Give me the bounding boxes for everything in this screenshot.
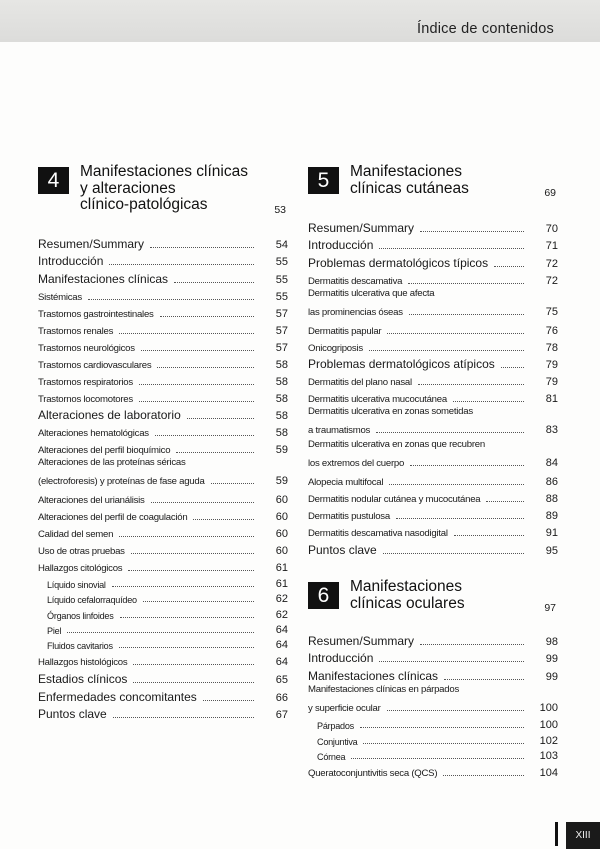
toc-entry[interactable] [38, 506, 288, 523]
dot-leader [112, 586, 254, 587]
toc-entry[interactable] [38, 268, 288, 286]
toc-entry-page: 104 [539, 766, 558, 779]
toc-entry-title-line: Dermatitis ulcerativa en zonas que recubren [308, 439, 485, 451]
toc-entry-multiline [308, 438, 558, 469]
toc-entry[interactable] [308, 354, 558, 372]
toc-entry-title-line: Dermatitis ulcerativa que afecta [308, 287, 435, 299]
toc-entry-title: y superficie ocular [308, 702, 381, 714]
toc-entry-title: Uso de otras pruebas [38, 546, 125, 558]
toc-entry[interactable] [308, 762, 558, 779]
chapter-heading [308, 580, 558, 630]
toc-entry-title: Manifestaciones clínicas [308, 668, 439, 683]
dot-leader [420, 644, 524, 645]
toc-entry-title: Trastornos locomotores [38, 393, 133, 405]
dot-leader [389, 484, 524, 485]
toc-entry-list [38, 233, 288, 721]
dot-leader [408, 283, 524, 284]
toc-entry-list [308, 217, 558, 557]
toc-entry-title: a traumatismos [308, 425, 371, 437]
toc-entry[interactable] [308, 731, 558, 746]
dot-leader [410, 465, 524, 466]
toc-entry[interactable] [308, 419, 558, 436]
toc-entry-title: Hallazgos histológicos [38, 657, 128, 669]
toc-entry[interactable] [38, 405, 288, 423]
dot-leader [133, 682, 254, 683]
toc-entry-page: 62 [275, 608, 288, 621]
dot-leader [360, 727, 524, 728]
toc-entry-page: 57 [275, 324, 288, 337]
chapter-title [350, 164, 469, 197]
toc-entry-title: Conjuntiva [317, 736, 358, 747]
toc-entry-page: 99 [545, 670, 558, 683]
chapter-page-number: 69 [544, 187, 556, 199]
toc-entry-page: 99 [545, 653, 558, 666]
toc-entry-title: Onicogriposis [308, 342, 363, 354]
dot-leader [387, 710, 524, 711]
toc-entry[interactable] [308, 388, 558, 405]
toc-entry-page: 59 [275, 444, 288, 457]
toc-entry-title: Trastornos neurológicos [38, 342, 135, 354]
toc-entry-page: 58 [275, 375, 288, 388]
dot-leader [88, 299, 254, 300]
toc-entry-title: Problemas dermatológicos atípicos [308, 357, 495, 372]
toc-entry[interactable] [308, 452, 558, 469]
toc-entry-page: 61 [275, 562, 288, 575]
running-header [0, 0, 600, 42]
toc-entry[interactable] [308, 301, 558, 318]
toc-entry-title: los extremos del cuerpo [308, 458, 405, 470]
toc-entry[interactable] [38, 337, 288, 354]
toc-entry[interactable] [38, 605, 288, 620]
dot-leader [379, 661, 524, 662]
dot-leader [143, 601, 254, 602]
toc-entry-title: Sistémicas [38, 291, 82, 303]
toc-entry-page: 55 [275, 256, 288, 269]
dot-leader [174, 282, 254, 283]
toc-entry[interactable] [308, 630, 558, 648]
toc-entry-title: Problemas dermatológicos típicos [308, 255, 489, 270]
toc-entry-multiline [308, 683, 558, 714]
chapter-number-badge: 5 [308, 167, 339, 194]
toc-entry[interactable] [308, 252, 558, 270]
toc-entry-title: Alteraciones de laboratorio [38, 408, 181, 423]
chapter-title-line: clínicas cutáneas [350, 179, 469, 197]
toc-entry-page: 81 [545, 393, 558, 406]
toc-entry[interactable] [38, 574, 288, 589]
toc-entry-page: 72 [545, 257, 558, 270]
toc-entry-title: Piel [47, 625, 62, 636]
toc-entry-page: 60 [275, 545, 288, 558]
chapter-6-section [308, 580, 558, 779]
toc-entry-title: Introducción [308, 651, 374, 666]
toc-entry-title-line: Alteraciones de las proteínas séricas [38, 457, 186, 469]
dot-leader [379, 248, 524, 249]
dot-leader [376, 432, 524, 433]
chapter-title-line: clínicas oculares [350, 594, 465, 612]
toc-entry-page: 65 [275, 673, 288, 686]
chapter-title-line: Manifestaciones clínicas [80, 163, 248, 180]
dot-leader [420, 231, 524, 232]
dot-leader [454, 535, 524, 536]
toc-entry-multiline [308, 405, 558, 436]
dot-leader [211, 483, 254, 484]
toc-entry-title: las prominencias óseas [308, 306, 403, 318]
toc-entry-title: Trastornos gastrointestinales [38, 308, 154, 320]
chapter-heading [38, 165, 288, 233]
chapter-4-section [38, 165, 288, 721]
toc-entry-title: Alteraciones hematológicas [38, 428, 149, 440]
toc-entry[interactable] [38, 540, 288, 557]
toc-entry-title: Manifestaciones clínicas [38, 271, 169, 286]
toc-entry-page: 84 [545, 457, 558, 470]
toc-entry[interactable] [308, 217, 558, 235]
toc-entry[interactable] [38, 371, 288, 388]
toc-entry-title: Puntos clave [38, 707, 107, 722]
dot-leader [150, 247, 254, 248]
dot-leader [396, 518, 524, 519]
toc-entry-page: 54 [275, 238, 288, 251]
toc-entry[interactable] [38, 354, 288, 371]
toc-entry-title: Dermatitis nodular cutánea y mucocutánea [308, 494, 481, 506]
toc-entry-title: Puntos clave [308, 542, 377, 557]
toc-entry-title-line: Manifestaciones clínicas en párpados [308, 683, 459, 695]
toc-entry-page: 66 [275, 691, 288, 704]
toc-entry-title: Órganos linfoides [47, 610, 114, 621]
toc-entry-title: Líquido cefalorraquídeo [47, 595, 137, 606]
toc-entry[interactable] [308, 471, 558, 488]
dot-leader [486, 501, 524, 502]
toc-entry-page: 76 [545, 324, 558, 337]
toc-entry-title: Introducción [38, 254, 104, 269]
toc-entry[interactable] [38, 251, 288, 269]
toc-entry[interactable] [38, 388, 288, 405]
toc-entry-page: 58 [275, 358, 288, 371]
toc-entry[interactable] [38, 233, 288, 251]
toc-entry[interactable] [38, 651, 288, 668]
toc-entry-page: 64 [275, 623, 288, 636]
toc-entry-page: 55 [275, 273, 288, 286]
toc-entry[interactable] [308, 697, 558, 714]
toc-entry-title: Líquido sinovial [47, 579, 106, 590]
folio-bar [555, 822, 558, 846]
toc-entry-title: Córnea [317, 751, 346, 762]
toc-entry-page: 61 [275, 577, 288, 590]
toc-entry-page: 57 [275, 307, 288, 320]
toc-entry[interactable] [308, 505, 558, 522]
toc-entry[interactable] [308, 665, 558, 683]
toc-entry-title-line: Dermatitis ulcerativa en zonas sometidas [308, 406, 473, 418]
toc-entry[interactable] [38, 439, 288, 456]
toc-entry-title: Trastornos respiratorios [38, 376, 133, 388]
toc-entry-page: 98 [545, 635, 558, 648]
toc-entry-page: 57 [275, 341, 288, 354]
toc-entry[interactable] [38, 286, 288, 303]
toc-entry-title: Calidad del semen [38, 529, 114, 541]
page-folio: XIII [566, 822, 600, 849]
dot-leader [193, 519, 254, 520]
toc-entry-page: 59 [275, 475, 288, 488]
toc-entry-title: Hallazgos citológicos [38, 563, 123, 575]
dot-leader [139, 401, 254, 402]
toc-entry-title: (electroforesis) y proteínas de fase aguda [38, 476, 205, 488]
toc-entry-page: 88 [545, 493, 558, 506]
toc-entry-page: 60 [275, 494, 288, 507]
running-header-title: Índice de contenidos [416, 21, 554, 37]
toc-entry-page: 62 [275, 593, 288, 606]
dot-leader [139, 384, 254, 385]
toc-entry-multiline [308, 287, 558, 318]
toc-entry-page: 72 [545, 274, 558, 287]
toc-entry-title: Dermatitis ulcerativa mucocutánea [308, 394, 447, 406]
toc-entry-title: Dermatitis del plano nasal [308, 377, 412, 389]
dot-leader [67, 632, 254, 633]
chapter-page-number: 97 [544, 602, 556, 614]
toc-entry-page: 86 [545, 476, 558, 489]
toc-entry-page: 64 [275, 656, 288, 669]
toc-entry-page: 60 [275, 511, 288, 524]
dot-leader [363, 743, 524, 744]
toc-entry-title: Resumen/Summary [38, 236, 145, 251]
toc-entry-page: 102 [539, 734, 558, 747]
dot-leader [155, 435, 254, 436]
toc-entry-page: 100 [539, 719, 558, 732]
toc-entry[interactable] [308, 235, 558, 253]
toc-entry-title: Resumen/Summary [308, 220, 415, 235]
chapter-heading [308, 165, 558, 217]
dot-leader [128, 570, 254, 571]
chapter-title [350, 579, 465, 612]
toc-entry-title: Resumen/Summary [308, 633, 415, 648]
toc-entry[interactable] [308, 488, 558, 505]
toc-entry[interactable] [308, 747, 558, 762]
toc-entry[interactable] [38, 668, 288, 686]
toc-entry[interactable] [38, 422, 288, 439]
toc-entry-title: Queratoconjuntivitis seca (QCS) [308, 767, 438, 779]
dot-leader [453, 401, 524, 402]
chapter-title-line: clínico-patológicas [80, 196, 208, 213]
toc-entry-page: 79 [545, 376, 558, 389]
toc-entry-page: 79 [545, 359, 558, 372]
toc-entry[interactable] [38, 636, 288, 651]
dot-leader [418, 384, 524, 385]
dot-leader [131, 553, 254, 554]
toc-entry[interactable] [308, 522, 558, 539]
toc-entry[interactable] [38, 621, 288, 636]
toc-entry[interactable] [38, 320, 288, 337]
dot-leader [387, 333, 524, 334]
dot-leader [444, 679, 524, 680]
toc-entry[interactable] [38, 470, 288, 487]
toc-entry-title: Párpados [317, 721, 354, 732]
dot-leader [119, 536, 254, 537]
toc-entry[interactable] [308, 371, 558, 388]
dot-leader [383, 553, 524, 554]
toc-entry-page: 75 [545, 305, 558, 318]
chapter-number-badge: 6 [308, 582, 339, 609]
dot-leader [157, 367, 254, 368]
toc-entry-title: Dermatitis descamativa [308, 275, 403, 287]
toc-entry[interactable] [308, 716, 558, 731]
toc-entry-page: 95 [545, 544, 558, 557]
chapter-title [80, 164, 248, 214]
toc-entry-title: Alteraciones del perfil de coagulación [38, 512, 188, 524]
toc-entry-title: Enfermedades concomitantes [38, 689, 197, 704]
toc-entry[interactable] [308, 539, 558, 557]
toc-entry-page: 64 [275, 639, 288, 652]
toc-entry-title: Fluidos cavitarios [47, 641, 113, 652]
toc-entry-title: Trastornos renales [38, 325, 114, 337]
dot-leader [119, 333, 254, 334]
toc-entry-title: Dermatitis papular [308, 325, 382, 337]
toc-entry-title: Introducción [308, 238, 374, 253]
toc-entry[interactable] [308, 270, 558, 287]
toc-entry[interactable] [38, 704, 288, 722]
dot-leader [187, 418, 254, 419]
toc-entry-page: 91 [545, 527, 558, 540]
dot-leader [203, 700, 254, 701]
toc-entry-title: Alteraciones del urianálisis [38, 495, 145, 507]
dot-leader [160, 316, 254, 317]
dot-leader [109, 264, 254, 265]
toc-entry-page: 100 [539, 701, 558, 714]
toc-entry-page: 70 [545, 222, 558, 235]
toc-entry-page: 78 [545, 341, 558, 354]
dot-leader [141, 350, 254, 351]
toc-entry-page: 58 [275, 392, 288, 405]
dot-leader [351, 758, 524, 759]
toc-entry-page: 83 [545, 424, 558, 437]
toc-entry-list [308, 630, 558, 779]
toc-entry[interactable] [38, 590, 288, 605]
toc-entry-page: 67 [275, 709, 288, 722]
toc-entry-page: 89 [545, 510, 558, 523]
dot-leader [120, 617, 254, 618]
toc-entry-title: Alopecia multifocal [308, 477, 384, 489]
toc-entry[interactable] [38, 489, 288, 506]
toc-entry[interactable] [38, 523, 288, 540]
dot-leader [133, 664, 254, 665]
toc-entry[interactable] [308, 320, 558, 337]
chapter-5-section [308, 165, 558, 557]
toc-entry-title: Alteraciones del perfil bioquímico [38, 445, 171, 457]
toc-entry-page: 71 [545, 240, 558, 253]
toc-entry-title: Dermatitis pustulosa [308, 511, 390, 523]
toc-entry[interactable] [38, 686, 288, 704]
chapter-title-line: y alteraciones [80, 179, 176, 197]
dot-leader [119, 647, 254, 648]
dot-leader [409, 314, 524, 315]
dot-leader [151, 502, 254, 503]
dot-leader [494, 266, 524, 267]
toc-entry[interactable] [38, 303, 288, 320]
toc-entry-page: 58 [275, 410, 288, 423]
toc-entry[interactable] [308, 648, 558, 666]
toc-entry-page: 55 [275, 290, 288, 303]
toc-entry-page: 58 [275, 427, 288, 440]
toc-entry-title: Trastornos cardiovasculares [38, 359, 152, 371]
chapter-page-number: 53 [274, 203, 286, 216]
toc-entry-page: 103 [539, 749, 558, 762]
chapter-title-line: Manifestaciones [350, 578, 463, 595]
toc-entry-title: Estadios clínicos [38, 671, 128, 686]
toc-entry-multiline [38, 456, 288, 487]
chapter-number-badge: 4 [38, 167, 69, 194]
dot-leader [443, 775, 524, 776]
dot-leader [113, 717, 254, 718]
toc-entry-title: Dermatitis descamativa nasodigital [308, 528, 448, 540]
chapter-title-line: Manifestaciones [350, 163, 463, 180]
toc-entry-page: 60 [275, 528, 288, 541]
dot-leader [176, 452, 254, 453]
toc-entry[interactable] [38, 557, 288, 574]
dot-leader [369, 350, 524, 351]
toc-entry[interactable] [308, 337, 558, 354]
dot-leader [501, 367, 524, 368]
